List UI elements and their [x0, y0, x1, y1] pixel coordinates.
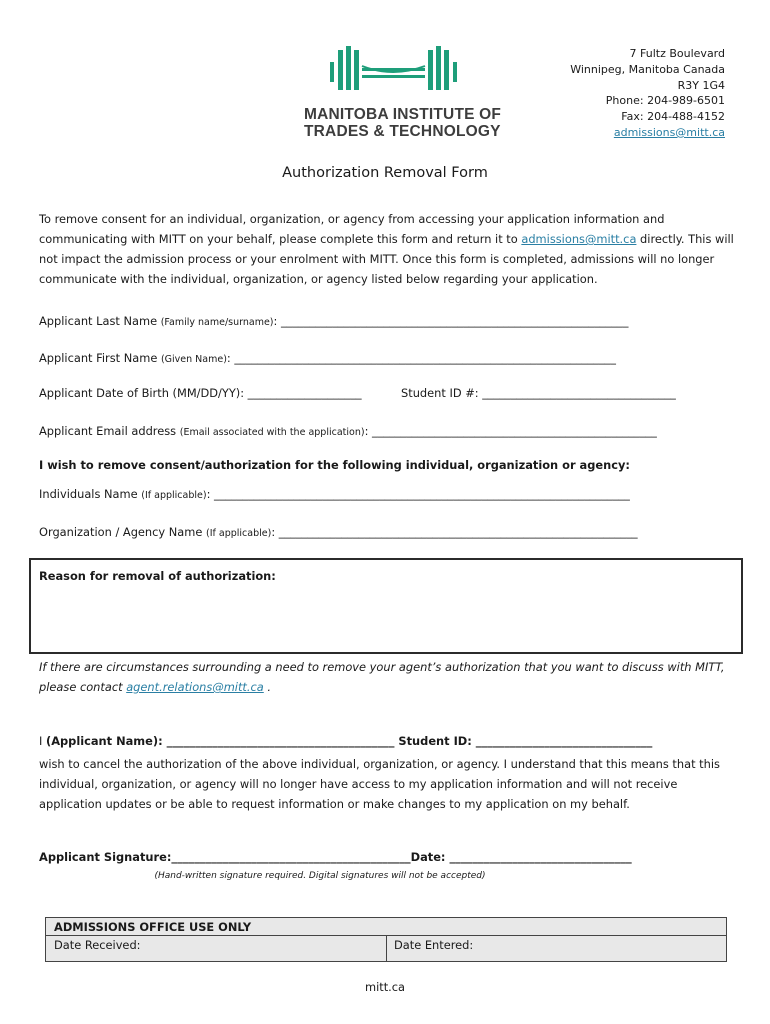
- intro-paragraph: [39, 209, 739, 289]
- declaration-line[interactable]: [39, 734, 652, 748]
- address-postal: R3Y 1G4: [677, 78, 725, 92]
- logo-line-1: MANITOBA INSTITUTE OF: [304, 106, 502, 123]
- logo-wordmark: [304, 106, 501, 140]
- individuals-label: Individuals Name: [39, 487, 138, 501]
- office-heading: ADMISSIONS OFFICE USE ONLY: [54, 920, 252, 934]
- last-name-hint: (Family name/surname): [160, 317, 274, 328]
- reason-box[interactable]: [29, 558, 743, 654]
- dob-label[interactable]: Applicant Date of Birth (MM/DD/YY): ____________________: [39, 386, 362, 400]
- form-title: Authorization Removal Form: [282, 165, 488, 181]
- office-row: [46, 935, 726, 962]
- address-block: [570, 46, 725, 141]
- dob-field[interactable]: [39, 386, 362, 400]
- office-divider: [386, 936, 387, 962]
- individuals-hint: (If applicable): [141, 490, 207, 501]
- first-name-blank[interactable]: : ___________________________________________________________________: [226, 351, 616, 365]
- bridge-logo-icon: [300, 44, 490, 104]
- agent-note-end: .: [263, 680, 272, 694]
- first-name-field[interactable]: [39, 351, 616, 365]
- first-name-hint: (Given Name): [160, 354, 227, 365]
- organization-label: Organization / Agency Name: [39, 525, 203, 539]
- first-name-label: Applicant First Name: [39, 351, 158, 365]
- agent-note: [39, 657, 739, 697]
- address-phone: Phone: 204-989-6501: [605, 94, 725, 108]
- individuals-blank[interactable]: : _________________________________________________________________________: [206, 487, 630, 501]
- declaration-i: I: [39, 734, 46, 748]
- remove-heading: I wish to remove consent/authorization for the following individual, organization or agency:: [39, 458, 630, 472]
- last-name-field[interactable]: [39, 314, 628, 328]
- student-id-field[interactable]: [401, 386, 676, 400]
- agent-relations-link[interactable]: agent.relations@mitt.ca: [126, 680, 264, 694]
- signature-note: (Hand-written signature required. Digital signatures will not be accepted): [154, 871, 486, 881]
- last-name-blank[interactable]: : _____________________________________________________________: [273, 314, 629, 328]
- signature-blank[interactable]: __________________________________________: [171, 850, 411, 864]
- email-hint: (Email associated with the application): [179, 427, 365, 438]
- organization-hint: (If applicable): [206, 528, 272, 539]
- signature-date-blank[interactable]: ________________________________: [445, 850, 632, 864]
- intro-text-after: directly. This will not impact the admission process or your enrolment with MITT. Once this form is completed, admissions will no longer communicate with the individual, organization, or agency listed below regarding your application.: [39, 232, 734, 286]
- address-email-link[interactable]: admissions@mitt.ca: [613, 125, 725, 139]
- declaration-name-label: (Applicant Name):: [45, 734, 163, 748]
- declaration-text: wish to cancel the authorization of the above individual, organization, or agency. I understand that this means that this individual, organization, or agency will no longer have access to my application information and will not receive application updates or be able to request information or make changes to my application on my behalf.: [39, 757, 720, 811]
- student-id-label[interactable]: Student ID #: __________________________________: [401, 386, 676, 400]
- agent-note-text: If there are circumstances surrounding a need to remove your agent’s authorization that you want to discuss with MITT, please contact: [39, 660, 725, 694]
- address-street: 7 Fultz Boulevard: [629, 47, 725, 60]
- logo-line-2: TRADES & TECHNOLOGY: [304, 123, 501, 140]
- date-received-cell: Date Received:: [54, 938, 141, 952]
- declaration-sid-label: Student ID:: [398, 734, 472, 748]
- signature-date-label: Date:: [410, 850, 446, 864]
- reason-label: Reason for removal of authorization:: [39, 569, 276, 583]
- declaration-sid-blank[interactable]: _______________________________: [471, 734, 653, 748]
- individuals-field[interactable]: [39, 487, 630, 501]
- email-field[interactable]: [39, 424, 657, 438]
- address-fax: Fax: 204-488-4152: [621, 110, 725, 124]
- intro-email-link[interactable]: admissions@mitt.ca: [521, 232, 637, 246]
- organization-blank[interactable]: : _______________________________________________________________: [271, 525, 638, 539]
- address-city: Winnipeg, Manitoba Canada: [570, 62, 725, 76]
- signature-label: Applicant Signature:: [39, 850, 172, 864]
- organization-field[interactable]: [39, 525, 638, 539]
- office-use-table: [45, 917, 727, 962]
- intro-text-before: To remove consent for an individual, organization, or agency from accessing your application information and communicating with MITT on your behalf, please complete this form and return it to: [39, 212, 665, 246]
- email-label: Applicant Email address: [39, 424, 177, 438]
- last-name-label: Applicant Last Name: [39, 314, 158, 328]
- mitt-logo: [300, 44, 502, 144]
- email-blank[interactable]: : __________________________________________________: [364, 424, 657, 438]
- signature-line[interactable]: [39, 850, 632, 864]
- declaration-name-blank[interactable]: ________________________________________: [162, 734, 399, 748]
- date-entered-cell: Date Entered:: [394, 938, 474, 952]
- footer-url: mitt.ca: [364, 980, 406, 994]
